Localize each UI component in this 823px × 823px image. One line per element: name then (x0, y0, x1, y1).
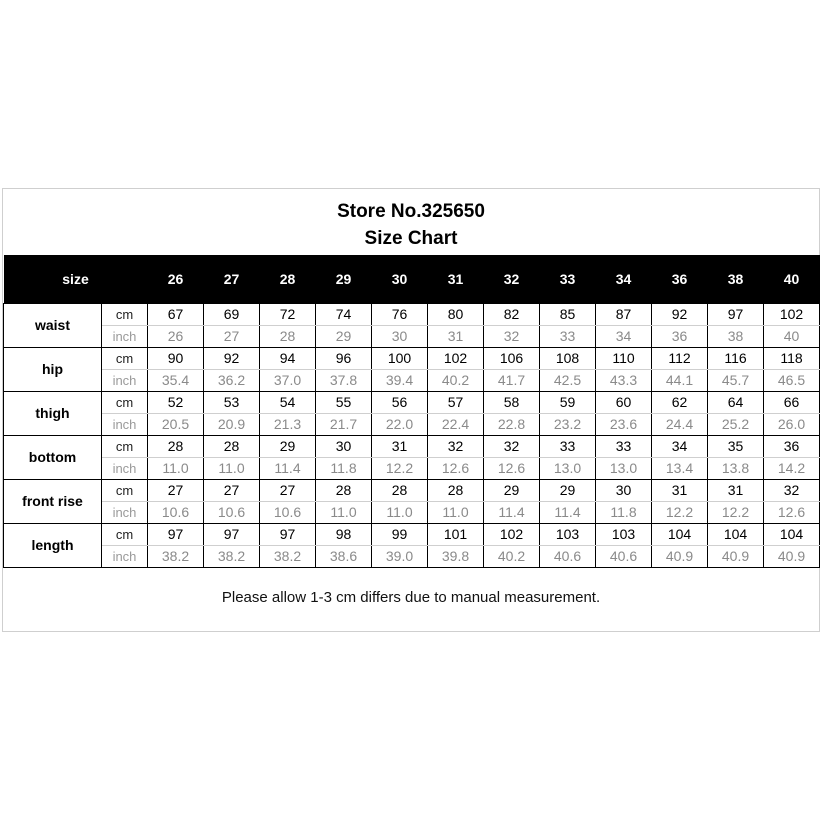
cell-front-rise-inch: 10.6 (204, 501, 260, 523)
unit-inch: inch (102, 325, 148, 347)
cell-bottom-cm: 31 (372, 435, 428, 457)
cell-length-inch: 39.8 (428, 545, 484, 567)
cell-length-inch: 40.2 (484, 545, 540, 567)
cell-hip-inch: 40.2 (428, 369, 484, 391)
measurement-rows (4, 303, 820, 567)
cell-waist-inch: 26 (148, 325, 204, 347)
cell-waist-cm: 69 (204, 303, 260, 325)
cell-length-cm: 104 (708, 523, 764, 545)
cell-hip-inch: 46.5 (764, 369, 820, 391)
cell-length-cm: 101 (428, 523, 484, 545)
cell-bottom-cm: 32 (484, 435, 540, 457)
unit-inch: inch (102, 413, 148, 435)
cell-thigh-cm: 58 (484, 391, 540, 413)
cell-hip-inch: 39.4 (372, 369, 428, 391)
row-waist-inch (4, 325, 820, 347)
cell-length-cm: 102 (484, 523, 540, 545)
chart-header (3, 189, 819, 255)
cell-waist-cm: 97 (708, 303, 764, 325)
cell-thigh-inch: 23.2 (540, 413, 596, 435)
cell-length-cm: 98 (316, 523, 372, 545)
cell-bottom-cm: 28 (204, 435, 260, 457)
cell-waist-cm: 87 (596, 303, 652, 325)
cell-bottom-inch: 13.8 (708, 457, 764, 479)
cell-bottom-cm: 35 (708, 435, 764, 457)
cell-length-inch: 40.6 (596, 545, 652, 567)
size-header-27: 27 (223, 270, 240, 287)
size-header-36: 36 (671, 270, 688, 287)
measurement-label-bottom: bottom (4, 435, 102, 479)
cell-bottom-inch: 12.6 (428, 457, 484, 479)
cell-hip-inch: 35.4 (148, 369, 204, 391)
cell-bottom-inch: 11.8 (316, 457, 372, 479)
cell-waist-cm: 76 (372, 303, 428, 325)
cell-front-rise-cm: 27 (204, 479, 260, 501)
cell-bottom-cm: 33 (596, 435, 652, 457)
cell-hip-cm: 100 (372, 347, 428, 369)
cell-thigh-cm: 54 (260, 391, 316, 413)
cell-hip-inch: 43.3 (596, 369, 652, 391)
cell-hip-cm: 106 (484, 347, 540, 369)
unit-inch: inch (102, 457, 148, 479)
cell-bottom-inch: 12.6 (484, 457, 540, 479)
cell-front-rise-inch: 11.0 (372, 501, 428, 523)
cell-length-cm: 99 (372, 523, 428, 545)
cell-bottom-inch: 12.2 (372, 457, 428, 479)
cell-front-rise-cm: 30 (596, 479, 652, 501)
cell-hip-inch: 42.5 (540, 369, 596, 391)
cell-thigh-inch: 26.0 (764, 413, 820, 435)
cell-bottom-inch: 11.4 (260, 457, 316, 479)
row-waist-cm (4, 303, 820, 325)
cell-bottom-cm: 33 (540, 435, 596, 457)
size-header-26: 26 (167, 270, 184, 287)
measurement-label-hip: hip (4, 347, 102, 391)
cell-length-cm: 97 (204, 523, 260, 545)
cell-hip-cm: 112 (652, 347, 708, 369)
cell-length-inch: 38.2 (260, 545, 316, 567)
store-number: Store No.325650 (337, 201, 485, 222)
cell-thigh-inch: 21.7 (316, 413, 372, 435)
cell-front-rise-cm: 29 (484, 479, 540, 501)
cell-length-inch: 39.0 (372, 545, 428, 567)
row-hip-cm (4, 347, 820, 369)
unit-inch: inch (102, 369, 148, 391)
cell-waist-inch: 38 (708, 325, 764, 347)
cell-waist-cm: 92 (652, 303, 708, 325)
cell-hip-cm: 108 (540, 347, 596, 369)
row-thigh-inch (4, 413, 820, 435)
cell-bottom-inch: 11.0 (148, 457, 204, 479)
cell-length-inch: 38.6 (316, 545, 372, 567)
cell-thigh-inch: 25.2 (708, 413, 764, 435)
row-bottom-inch (4, 457, 820, 479)
cell-length-inch: 38.2 (148, 545, 204, 567)
cell-waist-inch: 40 (764, 325, 820, 347)
size-header-33: 33 (559, 270, 576, 287)
cell-front-rise-inch: 11.4 (484, 501, 540, 523)
cell-thigh-cm: 64 (708, 391, 764, 413)
measurement-label-waist: waist (4, 303, 102, 347)
cell-thigh-inch: 22.0 (372, 413, 428, 435)
cell-front-rise-cm: 28 (372, 479, 428, 501)
unit-cm: cm (102, 479, 148, 501)
cell-hip-inch: 41.7 (484, 369, 540, 391)
cell-thigh-inch: 21.3 (260, 413, 316, 435)
cell-hip-cm: 90 (148, 347, 204, 369)
cell-thigh-cm: 56 (372, 391, 428, 413)
cell-front-rise-inch: 11.0 (316, 501, 372, 523)
cell-thigh-cm: 60 (596, 391, 652, 413)
measurement-label-length: length (4, 523, 102, 567)
cell-length-cm: 103 (596, 523, 652, 545)
size-chart-card (2, 188, 820, 632)
cell-waist-inch: 29 (316, 325, 372, 347)
size-header-row (4, 255, 820, 303)
size-header-30: 30 (391, 270, 408, 287)
cell-front-rise-inch: 12.6 (764, 501, 820, 523)
unit-cm: cm (102, 391, 148, 413)
size-header-28: 28 (279, 270, 296, 287)
cell-length-cm: 104 (652, 523, 708, 545)
cell-bottom-inch: 13.0 (596, 457, 652, 479)
size-header-29: 29 (335, 270, 352, 287)
cell-hip-inch: 37.8 (316, 369, 372, 391)
cell-front-rise-inch: 11.8 (596, 501, 652, 523)
cell-front-rise-inch: 11.4 (540, 501, 596, 523)
cell-waist-cm: 67 (148, 303, 204, 325)
cell-bottom-inch: 13.4 (652, 457, 708, 479)
cell-front-rise-cm: 27 (260, 479, 316, 501)
cell-front-rise-cm: 31 (708, 479, 764, 501)
cell-hip-inch: 37.0 (260, 369, 316, 391)
cell-bottom-cm: 28 (148, 435, 204, 457)
cell-front-rise-inch: 10.6 (260, 501, 316, 523)
row-front-rise-inch (4, 501, 820, 523)
cell-length-cm: 97 (260, 523, 316, 545)
cell-length-inch: 38.2 (204, 545, 260, 567)
cell-bottom-cm: 29 (260, 435, 316, 457)
cell-length-cm: 103 (540, 523, 596, 545)
cell-waist-inch: 27 (204, 325, 260, 347)
cell-hip-cm: 118 (764, 347, 820, 369)
cell-front-rise-cm: 28 (428, 479, 484, 501)
cell-bottom-cm: 36 (764, 435, 820, 457)
row-thigh-cm (4, 391, 820, 413)
unit-cm: cm (102, 303, 148, 325)
cell-hip-inch: 36.2 (204, 369, 260, 391)
cell-hip-inch: 45.7 (708, 369, 764, 391)
cell-bottom-cm: 34 (652, 435, 708, 457)
cell-waist-cm: 74 (316, 303, 372, 325)
cell-thigh-cm: 53 (204, 391, 260, 413)
cell-length-cm: 97 (148, 523, 204, 545)
cell-waist-cm: 85 (540, 303, 596, 325)
size-header-31: 31 (447, 270, 464, 287)
cell-hip-cm: 116 (708, 347, 764, 369)
cell-waist-inch: 28 (260, 325, 316, 347)
cell-front-rise-inch: 12.2 (652, 501, 708, 523)
size-header-label: size (62, 270, 89, 287)
cell-length-inch: 40.9 (652, 545, 708, 567)
unit-cm: cm (102, 435, 148, 457)
cell-thigh-cm: 57 (428, 391, 484, 413)
cell-thigh-cm: 52 (148, 391, 204, 413)
unit-inch: inch (102, 501, 148, 523)
cell-waist-cm: 82 (484, 303, 540, 325)
cell-thigh-cm: 66 (764, 391, 820, 413)
cell-front-rise-inch: 11.0 (428, 501, 484, 523)
cell-thigh-inch: 22.4 (428, 413, 484, 435)
row-hip-inch (4, 369, 820, 391)
cell-front-rise-inch: 12.2 (708, 501, 764, 523)
unit-cm: cm (102, 347, 148, 369)
cell-length-inch: 40.9 (708, 545, 764, 567)
cell-thigh-cm: 59 (540, 391, 596, 413)
cell-waist-inch: 31 (428, 325, 484, 347)
measurement-label-front-rise: front rise (4, 479, 102, 523)
cell-hip-cm: 94 (260, 347, 316, 369)
cell-thigh-inch: 20.9 (204, 413, 260, 435)
cell-waist-cm: 102 (764, 303, 820, 325)
cell-bottom-cm: 32 (428, 435, 484, 457)
measurement-label-thigh: thigh (4, 391, 102, 435)
measurement-note: Please allow 1-3 cm differs due to manual measurement. (221, 589, 601, 606)
size-header-34: 34 (615, 270, 632, 287)
cell-hip-cm: 96 (316, 347, 372, 369)
cell-thigh-inch: 20.5 (148, 413, 204, 435)
cell-bottom-inch: 14.2 (764, 457, 820, 479)
size-header-32: 32 (503, 270, 520, 287)
cell-waist-cm: 72 (260, 303, 316, 325)
row-front-rise-cm (4, 479, 820, 501)
cell-front-rise-cm: 29 (540, 479, 596, 501)
cell-hip-cm: 102 (428, 347, 484, 369)
cell-waist-inch: 34 (596, 325, 652, 347)
cell-hip-cm: 110 (596, 347, 652, 369)
cell-front-rise-cm: 32 (764, 479, 820, 501)
cell-thigh-inch: 23.6 (596, 413, 652, 435)
row-length-inch (4, 545, 820, 567)
cell-waist-inch: 33 (540, 325, 596, 347)
cell-waist-inch: 32 (484, 325, 540, 347)
size-header-38: 38 (727, 270, 744, 287)
cell-thigh-inch: 24.4 (652, 413, 708, 435)
cell-length-cm: 104 (764, 523, 820, 545)
cell-hip-inch: 44.1 (652, 369, 708, 391)
cell-bottom-inch: 11.0 (204, 457, 260, 479)
cell-waist-inch: 36 (652, 325, 708, 347)
cell-front-rise-inch: 10.6 (148, 501, 204, 523)
cell-thigh-inch: 22.8 (484, 413, 540, 435)
unit-cm: cm (102, 523, 148, 545)
cell-length-inch: 40.9 (764, 545, 820, 567)
size-table (3, 255, 820, 568)
row-length-cm (4, 523, 820, 545)
cell-hip-cm: 92 (204, 347, 260, 369)
size-header-40: 40 (783, 270, 800, 287)
cell-bottom-cm: 30 (316, 435, 372, 457)
cell-front-rise-cm: 28 (316, 479, 372, 501)
chart-title: Size Chart (364, 228, 458, 249)
cell-thigh-cm: 55 (316, 391, 372, 413)
cell-waist-inch: 30 (372, 325, 428, 347)
unit-inch: inch (102, 545, 148, 567)
cell-waist-cm: 80 (428, 303, 484, 325)
cell-length-inch: 40.6 (540, 545, 596, 567)
cell-thigh-cm: 62 (652, 391, 708, 413)
cell-front-rise-cm: 27 (148, 479, 204, 501)
cell-bottom-inch: 13.0 (540, 457, 596, 479)
cell-front-rise-cm: 31 (652, 479, 708, 501)
row-bottom-cm (4, 435, 820, 457)
